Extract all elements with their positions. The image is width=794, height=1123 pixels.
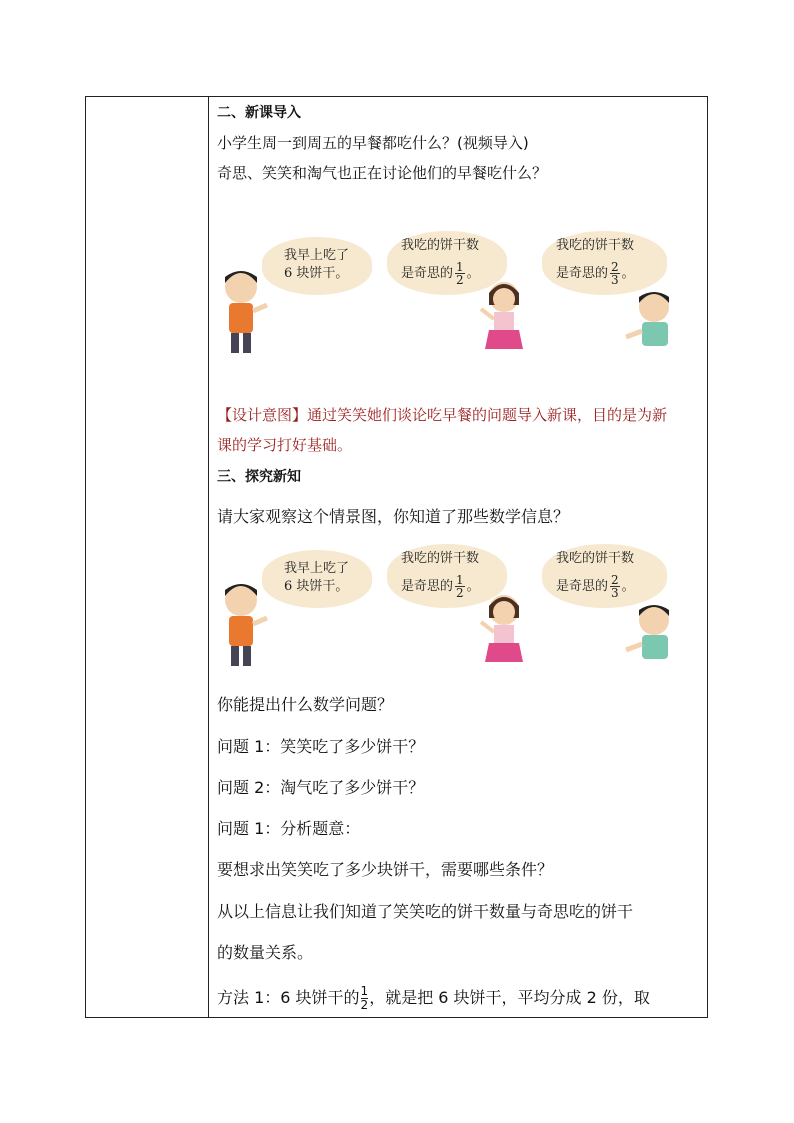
fraction-denominator: 2 — [456, 273, 464, 287]
question-ask: 你能提出什么数学问题？ — [217, 695, 394, 714]
method-text: ，就是把 6 块饼干，平均分成 2 份，取 — [369, 988, 650, 1007]
conditions-question: 要想求出笑笑吃了多少块饼干，需要哪些条件？ — [217, 860, 554, 879]
section3-heading: 三、探究新知 — [217, 469, 301, 485]
bubble-text: 我吃的饼干数 — [556, 238, 635, 253]
bubble-text: 。 — [621, 579, 635, 594]
fraction-denominator: 3 — [611, 273, 619, 287]
bubble-text: 是奇思的 — [556, 266, 609, 281]
speech-bubble-taoqi — [542, 544, 667, 608]
fraction-numerator: 2 — [611, 260, 619, 274]
bubble-text: 是奇思的 — [401, 579, 454, 594]
fraction-denominator: 2 — [456, 586, 464, 600]
girl-xiaoxiao-illustration — [479, 279, 529, 359]
bubble-text: 是奇思的 — [556, 579, 609, 594]
bubble-text: 我吃的饼干数 — [401, 551, 480, 566]
section3-question-intro: 请大家观察这个情景图，你知道了那些数学信息？ — [217, 507, 570, 526]
design-intent-line1 — [217, 405, 667, 425]
bubble-text: 。 — [621, 266, 635, 281]
method-text: 方法 1：6 块饼干的 — [217, 988, 360, 1007]
column-divider — [208, 97, 209, 1017]
girl-xiaoxiao-illustration — [479, 592, 529, 672]
bubble-text: 我吃的饼干数 — [401, 238, 480, 253]
fraction — [455, 574, 465, 599]
speech-bubble-qisi — [262, 237, 372, 295]
problem-2: 问题 2：淘气吃了多少饼干？ — [217, 778, 425, 797]
bubble-text: 我吃的饼干数 — [556, 551, 635, 566]
bubble-text: 。 — [466, 266, 480, 281]
fraction-numerator: 2 — [611, 573, 619, 587]
scene-image-1 — [217, 229, 687, 359]
bubble-text: 是奇思的 — [401, 266, 454, 281]
relation-line2: 的数量关系。 — [217, 943, 314, 962]
relation-line1: 从以上信息让我们知道了笑笑吃的饼干数量与奇思吃的饼干 — [217, 902, 634, 921]
section2-heading: 二、新课导入 — [217, 105, 301, 121]
fraction-numerator: 1 — [456, 573, 464, 587]
bubble-text: 。 — [466, 579, 480, 594]
fraction-numerator: 1 — [456, 260, 464, 274]
problem-1: 问题 1：笑笑吃了多少饼干？ — [217, 737, 425, 756]
section2-line2: 奇思、笑笑和淘气也正在讨论他们的早餐吃什么？ — [217, 164, 548, 182]
fraction — [610, 574, 620, 599]
bubble-text: 我早上吃了 — [284, 561, 350, 576]
design-intent-text: 通过笑笑她们谈论吃早餐的问题导入新课，目的是为新 — [307, 406, 668, 424]
section2-line1: 小学生周一到周五的早餐都吃什么？(视频导入) — [217, 134, 529, 152]
fraction-denominator: 2 — [360, 998, 369, 1012]
bubble-text: 6 块饼干。 — [284, 579, 349, 594]
design-intent-label: 【设计意图】 — [217, 406, 308, 424]
boy-taoqi-illustration — [622, 602, 682, 672]
boy-qisi-illustration — [219, 267, 269, 357]
scene-image-2 — [217, 542, 687, 672]
design-intent-line2: 课的学习打好基础。 — [217, 436, 353, 454]
fraction-denominator: 3 — [611, 586, 619, 600]
fraction — [361, 985, 369, 1012]
bubble-text: 我早上吃了 — [284, 248, 350, 263]
method-1 — [217, 985, 650, 1012]
speech-bubble-taoqi — [542, 231, 667, 295]
fraction-numerator: 1 — [360, 984, 369, 998]
problem-1-analysis: 问题 1：分析题意： — [217, 819, 361, 838]
boy-qisi-illustration — [219, 580, 269, 670]
speech-bubble-qisi — [262, 550, 372, 608]
lesson-table — [85, 96, 708, 1018]
bubble-text: 6 块饼干。 — [284, 266, 349, 281]
fraction — [455, 261, 465, 286]
boy-taoqi-illustration — [622, 289, 682, 359]
fraction — [610, 261, 620, 286]
